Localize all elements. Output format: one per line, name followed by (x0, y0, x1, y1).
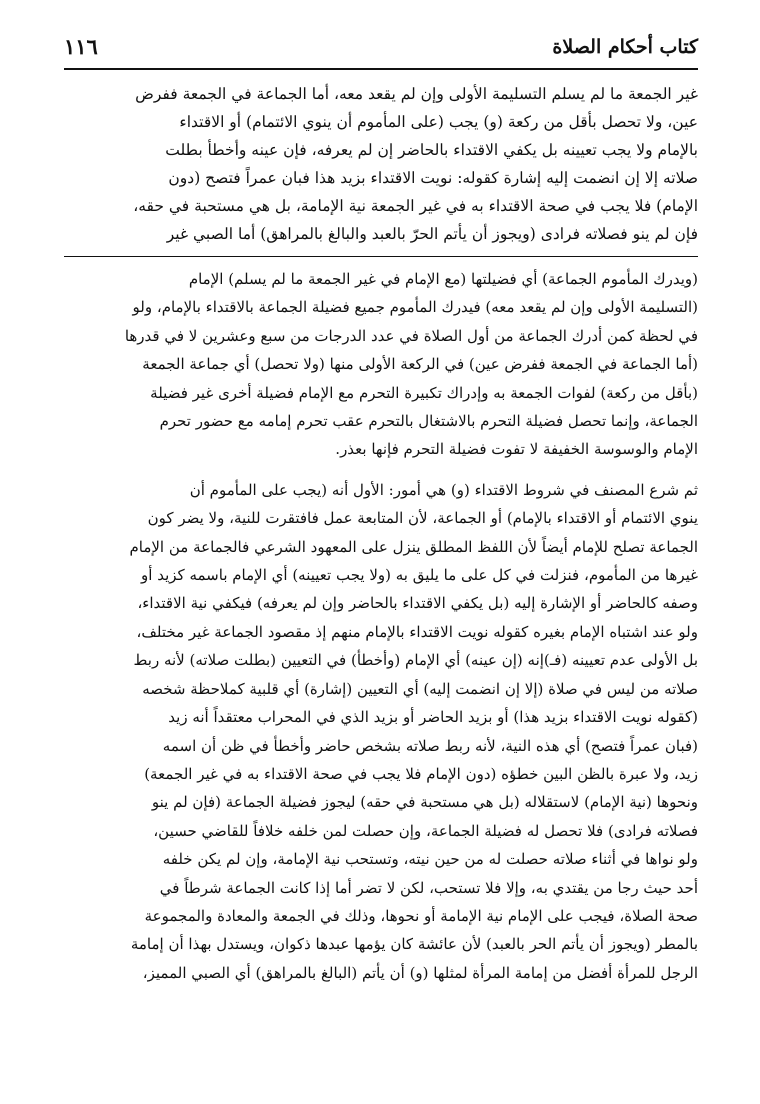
commentary-line: ثم شرع المصنف في شروط الاقتداء (و) هي أمور: الأول أنه (يجب على المأموم أن (189, 480, 698, 499)
commentary-line: صلاته من ليس في صلاة (إلا إن انضمت إليه) أي التعيين (إشارة) أي قلبية كملاحظة شخصه (142, 679, 698, 698)
commentary-line: فصلاته فرادى) فلا تحصل له فضيلة الجماعة، وإن حصلت لمن خلفه خلافاً للقاضي حسين، (153, 821, 698, 840)
commentary-line: ولو عند اشتباه الإمام بغيره كقوله نويت الاقتداء بالإمام منهم إذ مقصود الجماعة غير مختلف، (136, 622, 698, 641)
commentary-line: (ويدرك المأموم الجماعة) أي فضيلتها (مع الإمام في غير الجمعة ما لم يسلم) الإمام (188, 270, 698, 288)
commentary-line: ونحوها (نية الإمام) لاستقلاله (بل هي مستحبة في حقه) ليجوز فضيلة الجماعة (فإن لم ينو (151, 793, 698, 812)
book-title: كتاب أحكام الصلاة (552, 36, 698, 58)
commentary-line: (أما الجماعة في الجمعة ففرض عين) في الركعة الأولى منها (ولا تحصل) أي جماعة الجمعة (142, 355, 698, 374)
main-text-line: غير الجمعة ما لم يسلم التسليمة الأولى وإن لم يقعد معه، أما الجماعة في الجمعة ففرض (135, 85, 698, 103)
commentary-line: بالمطر (ويجوز أن يأتم الحر بالعبد) لأن عائشة كان يؤمها عبدها ذكوان، ويستدل بهذا أن إمامة (130, 935, 698, 954)
commentary-line: ولو نواها في أثناء صلاته حصلت له من حين نيته، وتستحب نية الإمامة، وإن لم يكن خلفه (162, 850, 698, 869)
commentary-line: الإمام والوسوسة الخفيفة لا تفوت فضيلة التحرم فإنها بعذر. (335, 440, 698, 459)
commentary-line: بل الأولى عدم تعيينه (فـ)إنه (إن عينه) أي الإمام (وأخطأ) في التعيين (بطلت صلاته) لأنه ربط (133, 651, 698, 670)
page-header (64, 28, 698, 70)
commentary-line: الرجل للمرأة أفضل من إمامة المرأة لمثلها (و) أن يأتم (البالغ بالمراهق) أي الصبي المميز، (142, 963, 698, 982)
commentary-line: وصفه كالحاضر أو الإشارة إليه (بل يكفي الاقتداء بالحاضر وإن لم يعرفه) فيكفي نية الاقتداء، (137, 594, 698, 613)
commentary-line: (كقوله نويت الاقتداء بزيد هذا) أو بزيد الحاضر أو بزيد الذي في المحراب معتقداً أنه زيد (168, 708, 698, 727)
commentary-line: ينوي الائتمام أو الاقتداء بالإمام) أو الجماعة، لأن المتابعة عمل فافتقرت للنية، ولا يضر كون (147, 509, 698, 528)
commentary-line: الجماعة تصلح للإمام أيضاً لأن اللفظ المطلق ينزل على المعهود الشرعي فالجماعة من الإمام (129, 537, 698, 556)
commentary-paragraph (64, 265, 698, 464)
commentary-paragraph (64, 476, 698, 987)
main-text-line: الإمام) فلا يجب في صحة الاقتداء به في غير الجمعة نية الإمامة، بل هي مستحبة في حقه، (133, 197, 698, 215)
commentary-line: الجماعة، وإنما تحصل فضيلة التحرم بالاشتغال بالتحرم عقب تحرم إمامه مع حضور تحرم (159, 412, 698, 431)
commentary-line: (بأقل من ركعة) لفوات الجمعة به وإدراك تكبيرة التحرم مع الإمام فضيلة أخرى غير فضيلة (150, 383, 698, 402)
commentary (64, 265, 698, 987)
book-page (64, 28, 698, 1088)
main-text-line: صلاته إلا إن انضمت إليه إشارة كقوله: نويت الاقتداء بزيد هذا فبان عمراً فتصح (دون (168, 169, 698, 187)
commentary-line: (التسليمة الأولى وإن لم يقعد معه) فيدرك المأموم جميع فضيلة الجماعة بالاقتداء بالإمام، ولو (132, 298, 698, 317)
section-divider (64, 256, 698, 257)
commentary-line: غيرها من المأموم، فنزلت في كل على ما يليق به (ولا يجب تعيينه) أي الإمام باسمه كزيد أو (141, 566, 698, 585)
commentary-line: في لحظة كمن أدرك الجماعة من أول الصلاة في عدد الدرجات من سبع وعشرين لا في قدرها (124, 326, 698, 345)
commentary-line: (فبان عمراً فتصح) أي هذه النية، لأنه ربط صلاته بشخص حاضر وأخطأ في ظن أن اسمه (162, 736, 698, 755)
main-text-line: عين، ولا تحصل بأقل من ركعة (و) يجب (على المأموم أن ينوي الائتمام) أو الاقتداء (179, 113, 698, 131)
main-text-line: بالإمام ولا يجب تعيينه بل يكفي الاقتداء بالحاضر إن لم يعرفه، فإن عينه وأخطأ بطلت (165, 141, 698, 159)
commentary-line: زيد، ولا عبرة بالظن البين خطؤه (دون الإمام فلا يجب في صحة الاقتداء به في غير الجمعة) (144, 764, 698, 783)
commentary-line: صحة الصلاة، فيجب على الإمام نية الإمامة أو نحوها، وذلك في الجمعة والمعادة والمجموعة (144, 906, 698, 925)
page-number: ١١٦ (64, 34, 98, 59)
commentary-line: أحد حيث رجا من يقتدي به، وإلا فلا تستحب، لكن لا تضر أما إذا كانت الجماعة شرطاً في (159, 878, 698, 897)
main-text (64, 80, 698, 248)
main-text-line: فإن لم ينو فصلاته فرادى (ويجوز أن يأتم الحرّ بالعبد والبالغ بالمراهق) أما الصبي غير (166, 225, 698, 243)
